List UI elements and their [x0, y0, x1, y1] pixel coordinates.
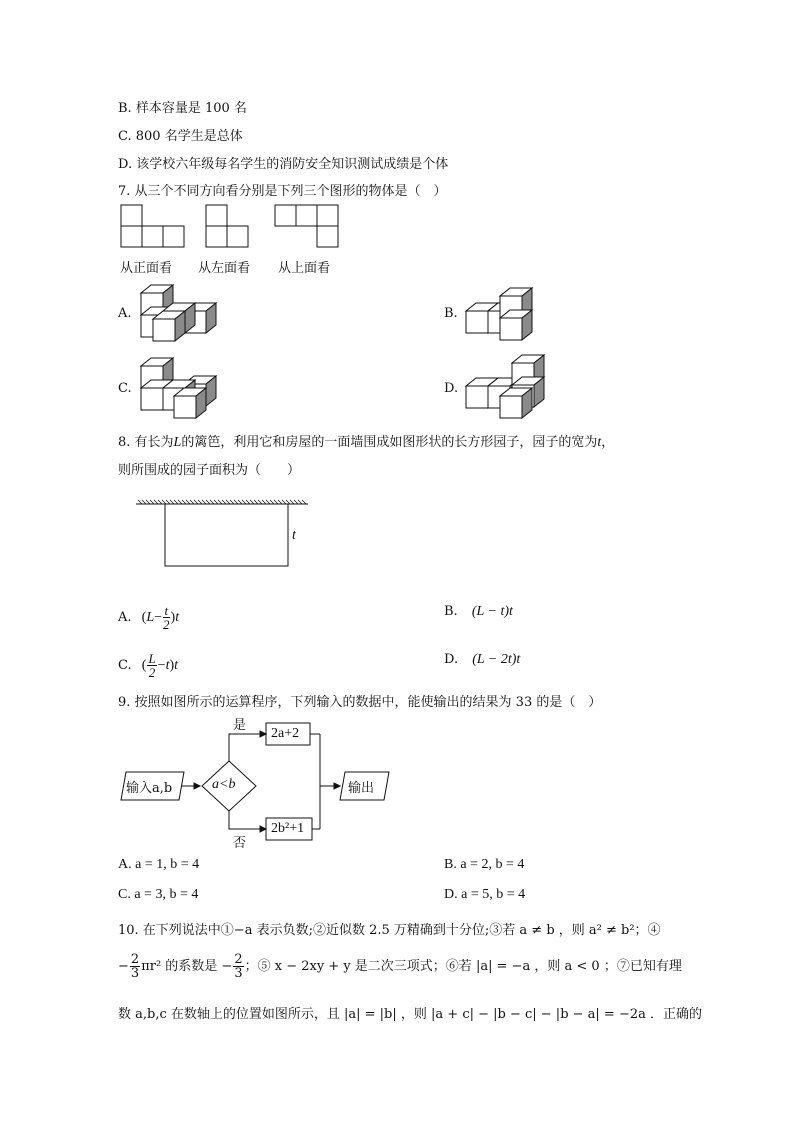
q9-stem: 9. 按照如图所示的运算程序，下列输入的数据中，能使输出的结果为 33 的是（ ）	[118, 695, 602, 710]
q7-label-d: D.	[444, 381, 459, 396]
view-top-label: 从上面看	[278, 261, 331, 276]
q7-label-a: A.	[118, 306, 132, 321]
q9-option-d: D. a = 5, b = 4	[444, 887, 526, 902]
flow-condition: a<b	[212, 777, 236, 792]
q6-option-b: B. 样本容量是 100 名	[118, 101, 247, 116]
q10-line2: − $\frac{2}{3}$ πr² 的系数是 − $\frac{2}{3}$ ；⑤ x − 2xy + y 是二次三项式；⑥若 |a| = −a ，则 a < 0 ；⑦已知有理	[118, 952, 682, 981]
q10-line1: 10. 在下列说法中①−a 表示负数;②近似数 2.5 万精确到十分位;③若 a ≠ b ，则 a² ≠ b²；④	[118, 923, 661, 938]
q7-label-b: B.	[444, 306, 458, 321]
q6-option-c: C. 800 名学生是总体	[118, 129, 243, 144]
q8-option-d: D. (L − 2t)t	[444, 652, 521, 667]
flow-top-box: 2a+2	[271, 726, 300, 741]
flow-bottom-box: 2b²+1	[271, 821, 305, 836]
q8-fig-t-label: t	[292, 528, 296, 543]
q6-option-d: D. 该学校六年级每名学生的消防安全知识测试成绩是个体	[118, 157, 449, 172]
view-left-label: 从左面看	[198, 261, 251, 276]
q10-line3: 数 a,b,c 在数轴上的位置如图所示，且 |a| = |b| ，则 |a + c| − |b − c| − |b − a| = −2a ．正确的	[118, 1007, 703, 1022]
q9-option-b: B. a = 2, b = 4	[444, 857, 525, 872]
q8-option-b: B. (L − t)t	[444, 604, 513, 619]
flow-no: 否	[233, 836, 247, 851]
flow-input: 输入a,b	[126, 781, 173, 796]
q7-label-c: C.	[118, 381, 132, 396]
flow-yes: 是	[233, 718, 247, 733]
q9-option-c: C. a = 3, b = 4	[118, 887, 199, 902]
flow-output: 输出	[348, 781, 375, 796]
q7-stem: 7. 从三个不同方向看分别是下列三个图形的物体是（ ）	[118, 184, 447, 199]
q9-option-a: A. a = 1, b = 4	[118, 857, 200, 872]
q8-stem-line2: 则所围成的园子面积为（ ）	[118, 463, 301, 478]
q8-stem-line1: 8. 有长为L的篱笆，利用它和房屋的一面墙围成如图形状的长方形园子，园子的宽为t，	[118, 435, 615, 450]
q8-option-c: C. ( $\frac{L}{2}$ −t)t	[118, 651, 179, 680]
view-front-label: 从正面看	[120, 261, 173, 276]
q8-option-a: A. (L− $\frac{t}{2}$ )t	[118, 603, 180, 632]
